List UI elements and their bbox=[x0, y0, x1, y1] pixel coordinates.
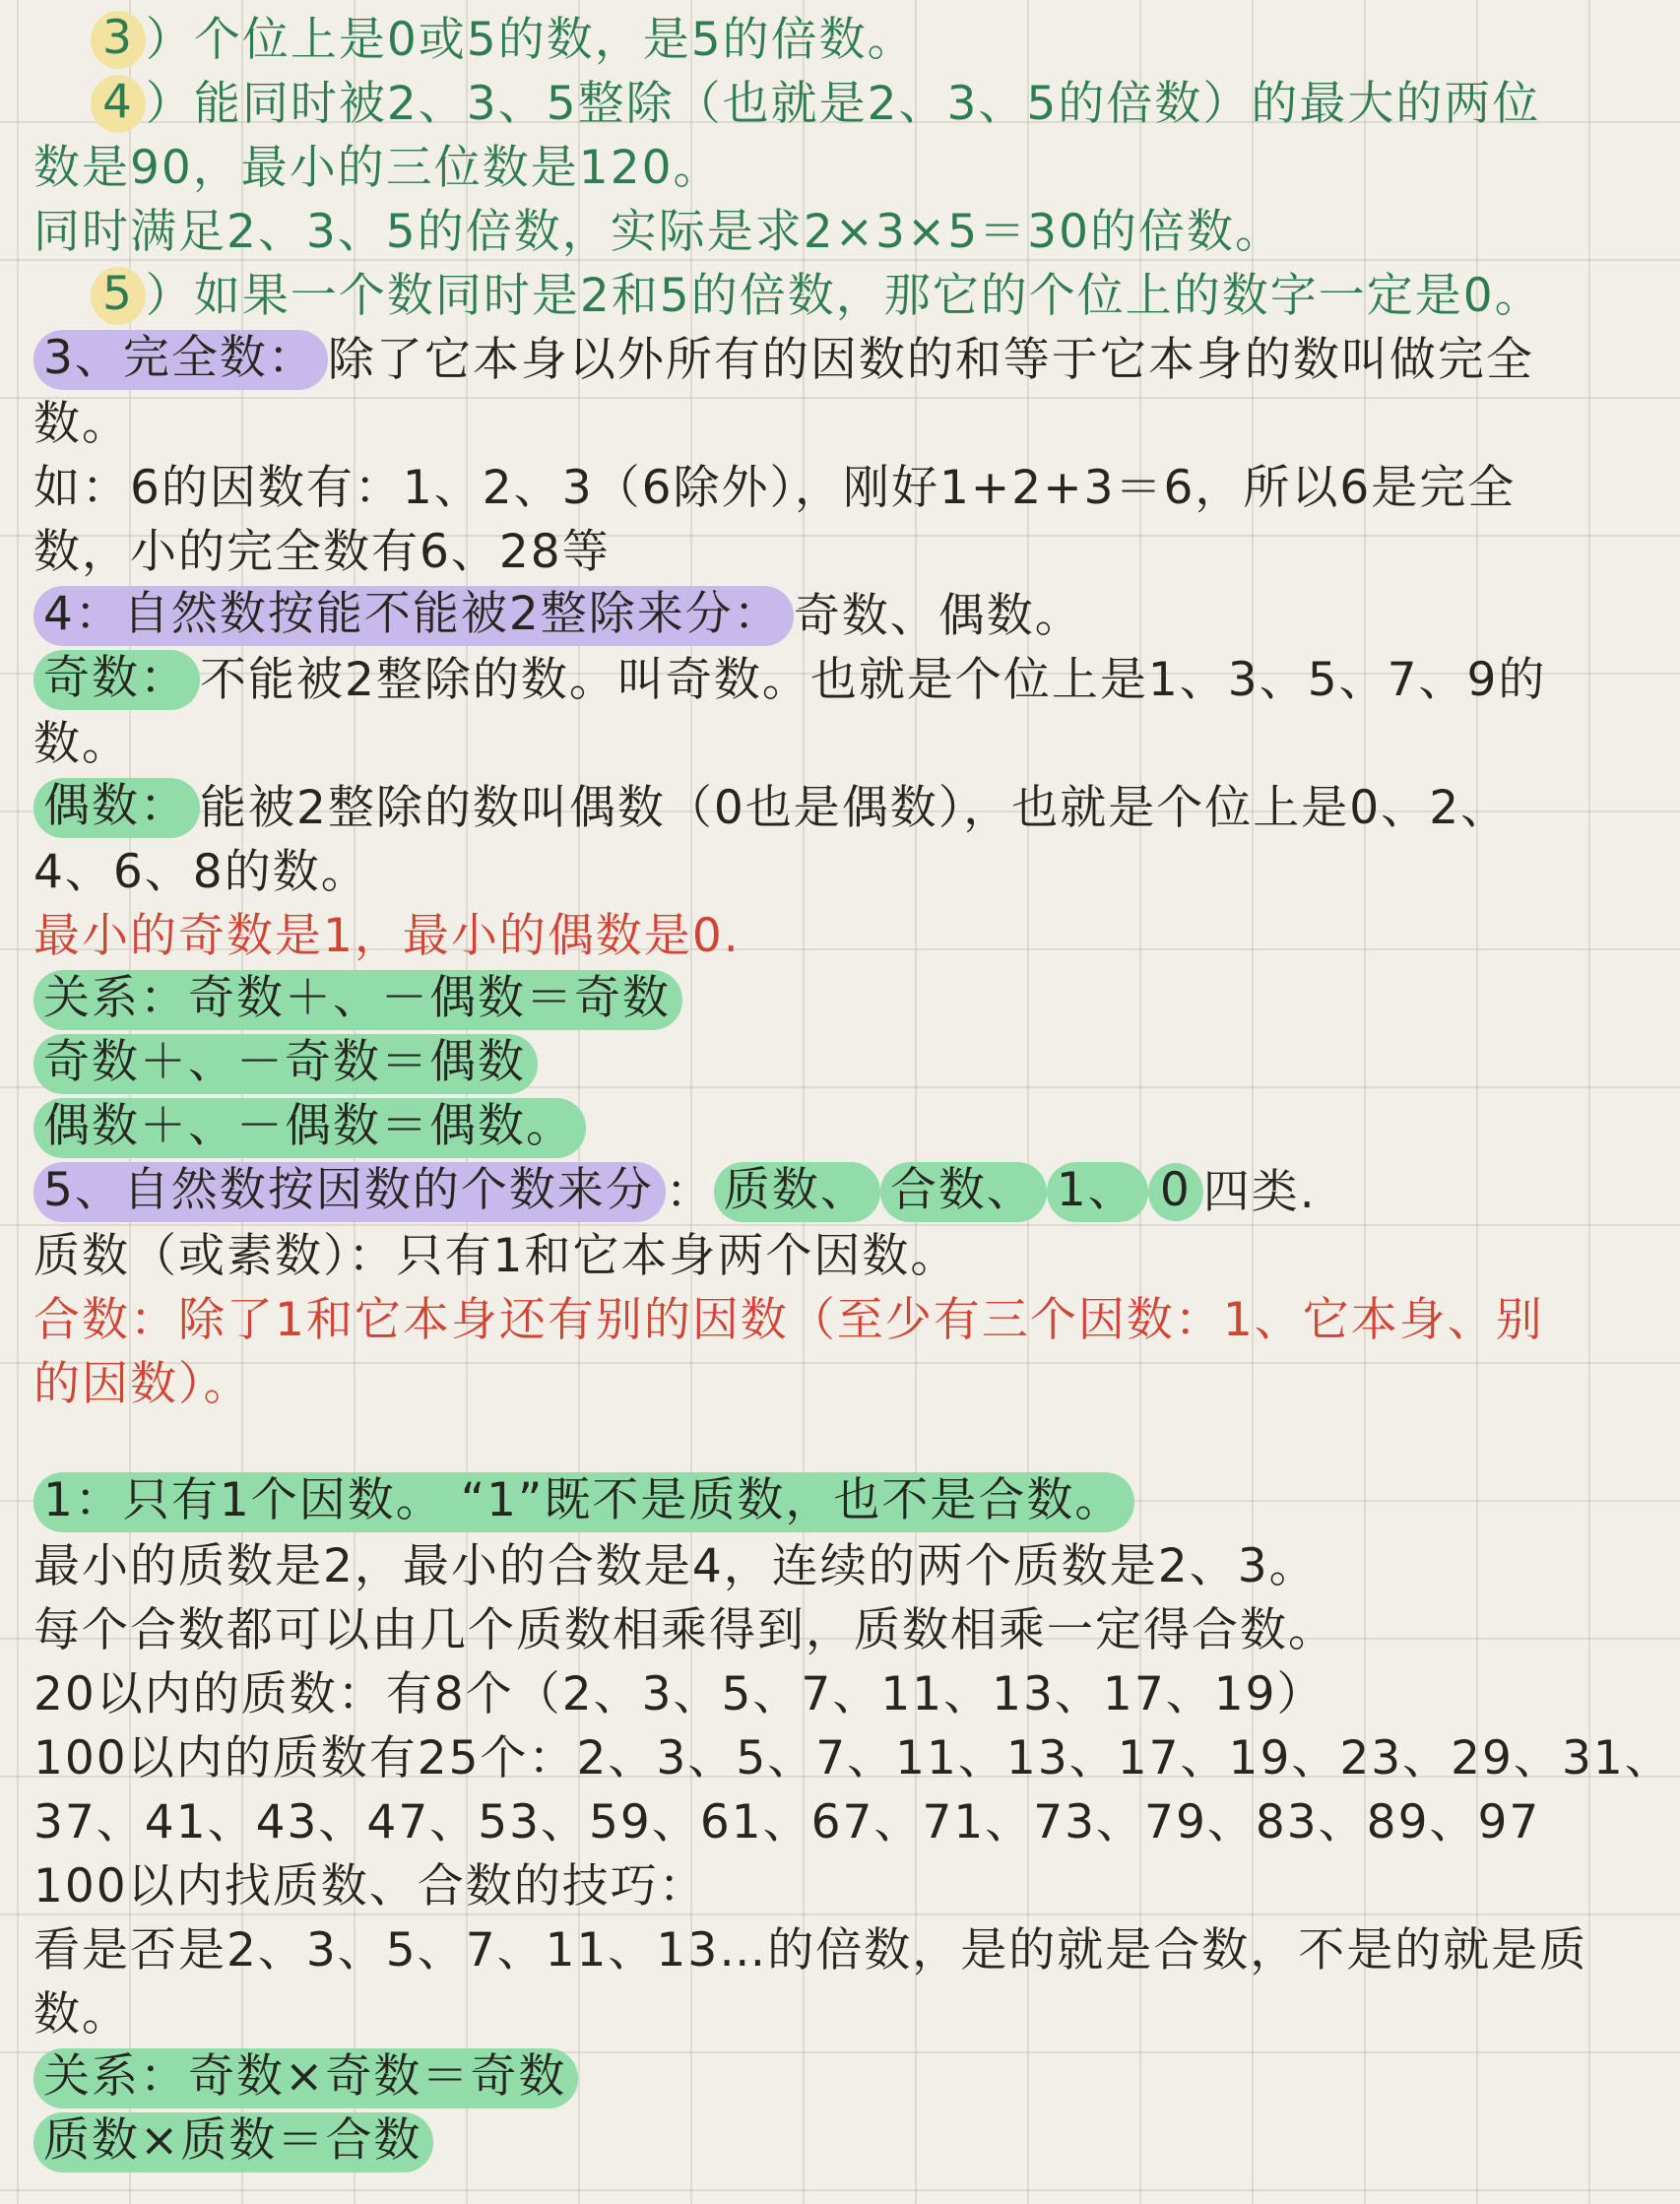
highlight-yellow-text: 5 bbox=[91, 267, 146, 325]
text-run: 不能被2整除的数。叫奇数。也就是个位上是1、3、5、7、9的 bbox=[200, 653, 1547, 707]
text-run: 看是否是2、3、5、7、11、13…的倍数，是的就是合数，不是的就是质 bbox=[33, 1923, 1588, 1977]
note-line bbox=[33, 648, 1680, 712]
note-line bbox=[33, 200, 1680, 264]
note-line bbox=[33, 1288, 1680, 1352]
note-line bbox=[33, 1352, 1680, 1416]
note-line bbox=[33, 328, 1680, 392]
text-run: 能被2整除的数叫偶数（0也是偶数），也就是个位上是0、2、 bbox=[200, 781, 1510, 835]
text-run: ）个位上是0或5的数，是5的倍数。 bbox=[145, 13, 916, 67]
highlight-green-text: 质数×质数＝合数 bbox=[33, 2112, 433, 2172]
text-run: 37、41、43、47、53、59、61、67、71、73、79、83、89、97 bbox=[33, 1795, 1541, 1849]
text-run: 的因数）。 bbox=[33, 1357, 252, 1411]
note-line bbox=[33, 1470, 1680, 1534]
highlight-green-text: 1、 bbox=[1047, 1162, 1148, 1222]
note-line bbox=[33, 456, 1680, 520]
text-run: 数，小的完全数有6、28等 bbox=[33, 525, 611, 579]
note-line bbox=[33, 840, 1680, 904]
text-run: 质数（或素数）：只有1和它本身两个因数。 bbox=[33, 1229, 959, 1283]
highlight-green-text: 合数、 bbox=[880, 1162, 1047, 1222]
text-run: 4、6、8的数。 bbox=[33, 845, 369, 899]
highlight-purple-text: 4：自然数按能不能被2整除来分： bbox=[33, 586, 794, 646]
highlight-green-text: 关系：奇数×奇数＝奇数 bbox=[33, 2048, 578, 2108]
note-line bbox=[33, 1854, 1680, 1918]
note-line bbox=[33, 968, 1680, 1032]
note-line bbox=[33, 72, 1680, 136]
text-run: 同时满足2、3、5的倍数，实际是求2×3×5＝30的倍数。 bbox=[33, 205, 1283, 259]
note-line bbox=[33, 904, 1680, 968]
note-line bbox=[33, 1032, 1680, 1096]
note-line bbox=[33, 136, 1680, 200]
text-run: 奇数、偶数。 bbox=[793, 589, 1083, 643]
note-line bbox=[33, 520, 1680, 584]
note-line bbox=[33, 712, 1680, 776]
note-line bbox=[33, 392, 1680, 456]
highlight-yellow-text: 3 bbox=[91, 11, 146, 69]
text-run: 20以内的质数：有8个（2、3、5、7、11、13、17、19） bbox=[33, 1667, 1325, 1721]
note-line bbox=[33, 2110, 1680, 2174]
highlight-green-text: 奇数： bbox=[33, 650, 200, 710]
note-line bbox=[33, 1982, 1680, 2046]
note-line bbox=[33, 1224, 1680, 1288]
text-run: 如：6的因数有：1、2、3（6除外），刚好1+2+3＝6，所以6是完全 bbox=[33, 461, 1517, 515]
text-run: ）如果一个数同时是2和5的倍数，那它的个位上的数字一定是0。 bbox=[145, 269, 1543, 323]
note-line bbox=[33, 1790, 1680, 1854]
text-run: 除了它本身以外所有的因数的和等于它本身的数叫做完全 bbox=[327, 333, 1534, 387]
note-line bbox=[33, 1726, 1680, 1790]
note-line bbox=[33, 1160, 1680, 1224]
note-line bbox=[33, 1096, 1680, 1160]
text-run: 四类. bbox=[1202, 1165, 1317, 1219]
text-run: 最小的奇数是1，最小的偶数是0. bbox=[33, 909, 741, 963]
highlight-green-text: 偶数： bbox=[33, 778, 200, 838]
highlight-purple-text: 3、完全数： bbox=[33, 330, 328, 390]
note-line bbox=[33, 1598, 1680, 1662]
text-run: 数。 bbox=[33, 717, 130, 771]
note-line bbox=[33, 1662, 1680, 1726]
text-run: 100以内的质数有25个：2、3、5、7、11、13、17、19、23、29、31、 bbox=[33, 1731, 1673, 1785]
text-run: 合数：除了1和它本身还有别的因数（至少有三个因数：1、它本身、别 bbox=[33, 1293, 1544, 1347]
text-run: 每个合数都可以由几个质数相乘得到，质数相乘一定得合数。 bbox=[33, 1603, 1336, 1657]
text-run: 数。 bbox=[33, 397, 130, 451]
highlight-yellow-text: 4 bbox=[91, 75, 146, 133]
highlight-green-text: 奇数＋、－奇数＝偶数 bbox=[33, 1034, 538, 1094]
note-line bbox=[33, 264, 1680, 328]
text-run: 数。 bbox=[33, 1987, 130, 2042]
text-run: 100以内找质数、合数的技巧： bbox=[33, 1859, 707, 1913]
note-line bbox=[33, 1918, 1680, 1982]
highlight-green-text: 1：只有1个因数。 “1”既不是质数，也不是合数。 bbox=[33, 1472, 1134, 1532]
highlight-green-circle-text: 0 bbox=[1148, 1163, 1203, 1221]
highlight-green-text: 关系：奇数＋、－偶数＝奇数 bbox=[33, 970, 682, 1030]
highlight-green-text: 偶数＋、－偶数＝偶数。 bbox=[33, 1098, 586, 1158]
text-run: ）能同时被2、3、5整除（也就是2、3、5的倍数）的最大的两位 bbox=[145, 77, 1541, 131]
text-run: 最小的质数是2，最小的合数是4，连续的两个质数是2、3。 bbox=[33, 1539, 1318, 1593]
note-line bbox=[33, 1534, 1680, 1598]
note-line bbox=[33, 584, 1680, 648]
note-line bbox=[33, 8, 1680, 72]
text-run: ： bbox=[665, 1165, 714, 1219]
text-run: 数是90，最小的三位数是120。 bbox=[33, 141, 722, 195]
note-line bbox=[33, 776, 1680, 840]
highlight-green-text: 质数、 bbox=[714, 1162, 880, 1222]
highlight-purple-text: 5、自然数按因数的个数来分 bbox=[33, 1162, 666, 1222]
note-line bbox=[33, 2046, 1680, 2110]
